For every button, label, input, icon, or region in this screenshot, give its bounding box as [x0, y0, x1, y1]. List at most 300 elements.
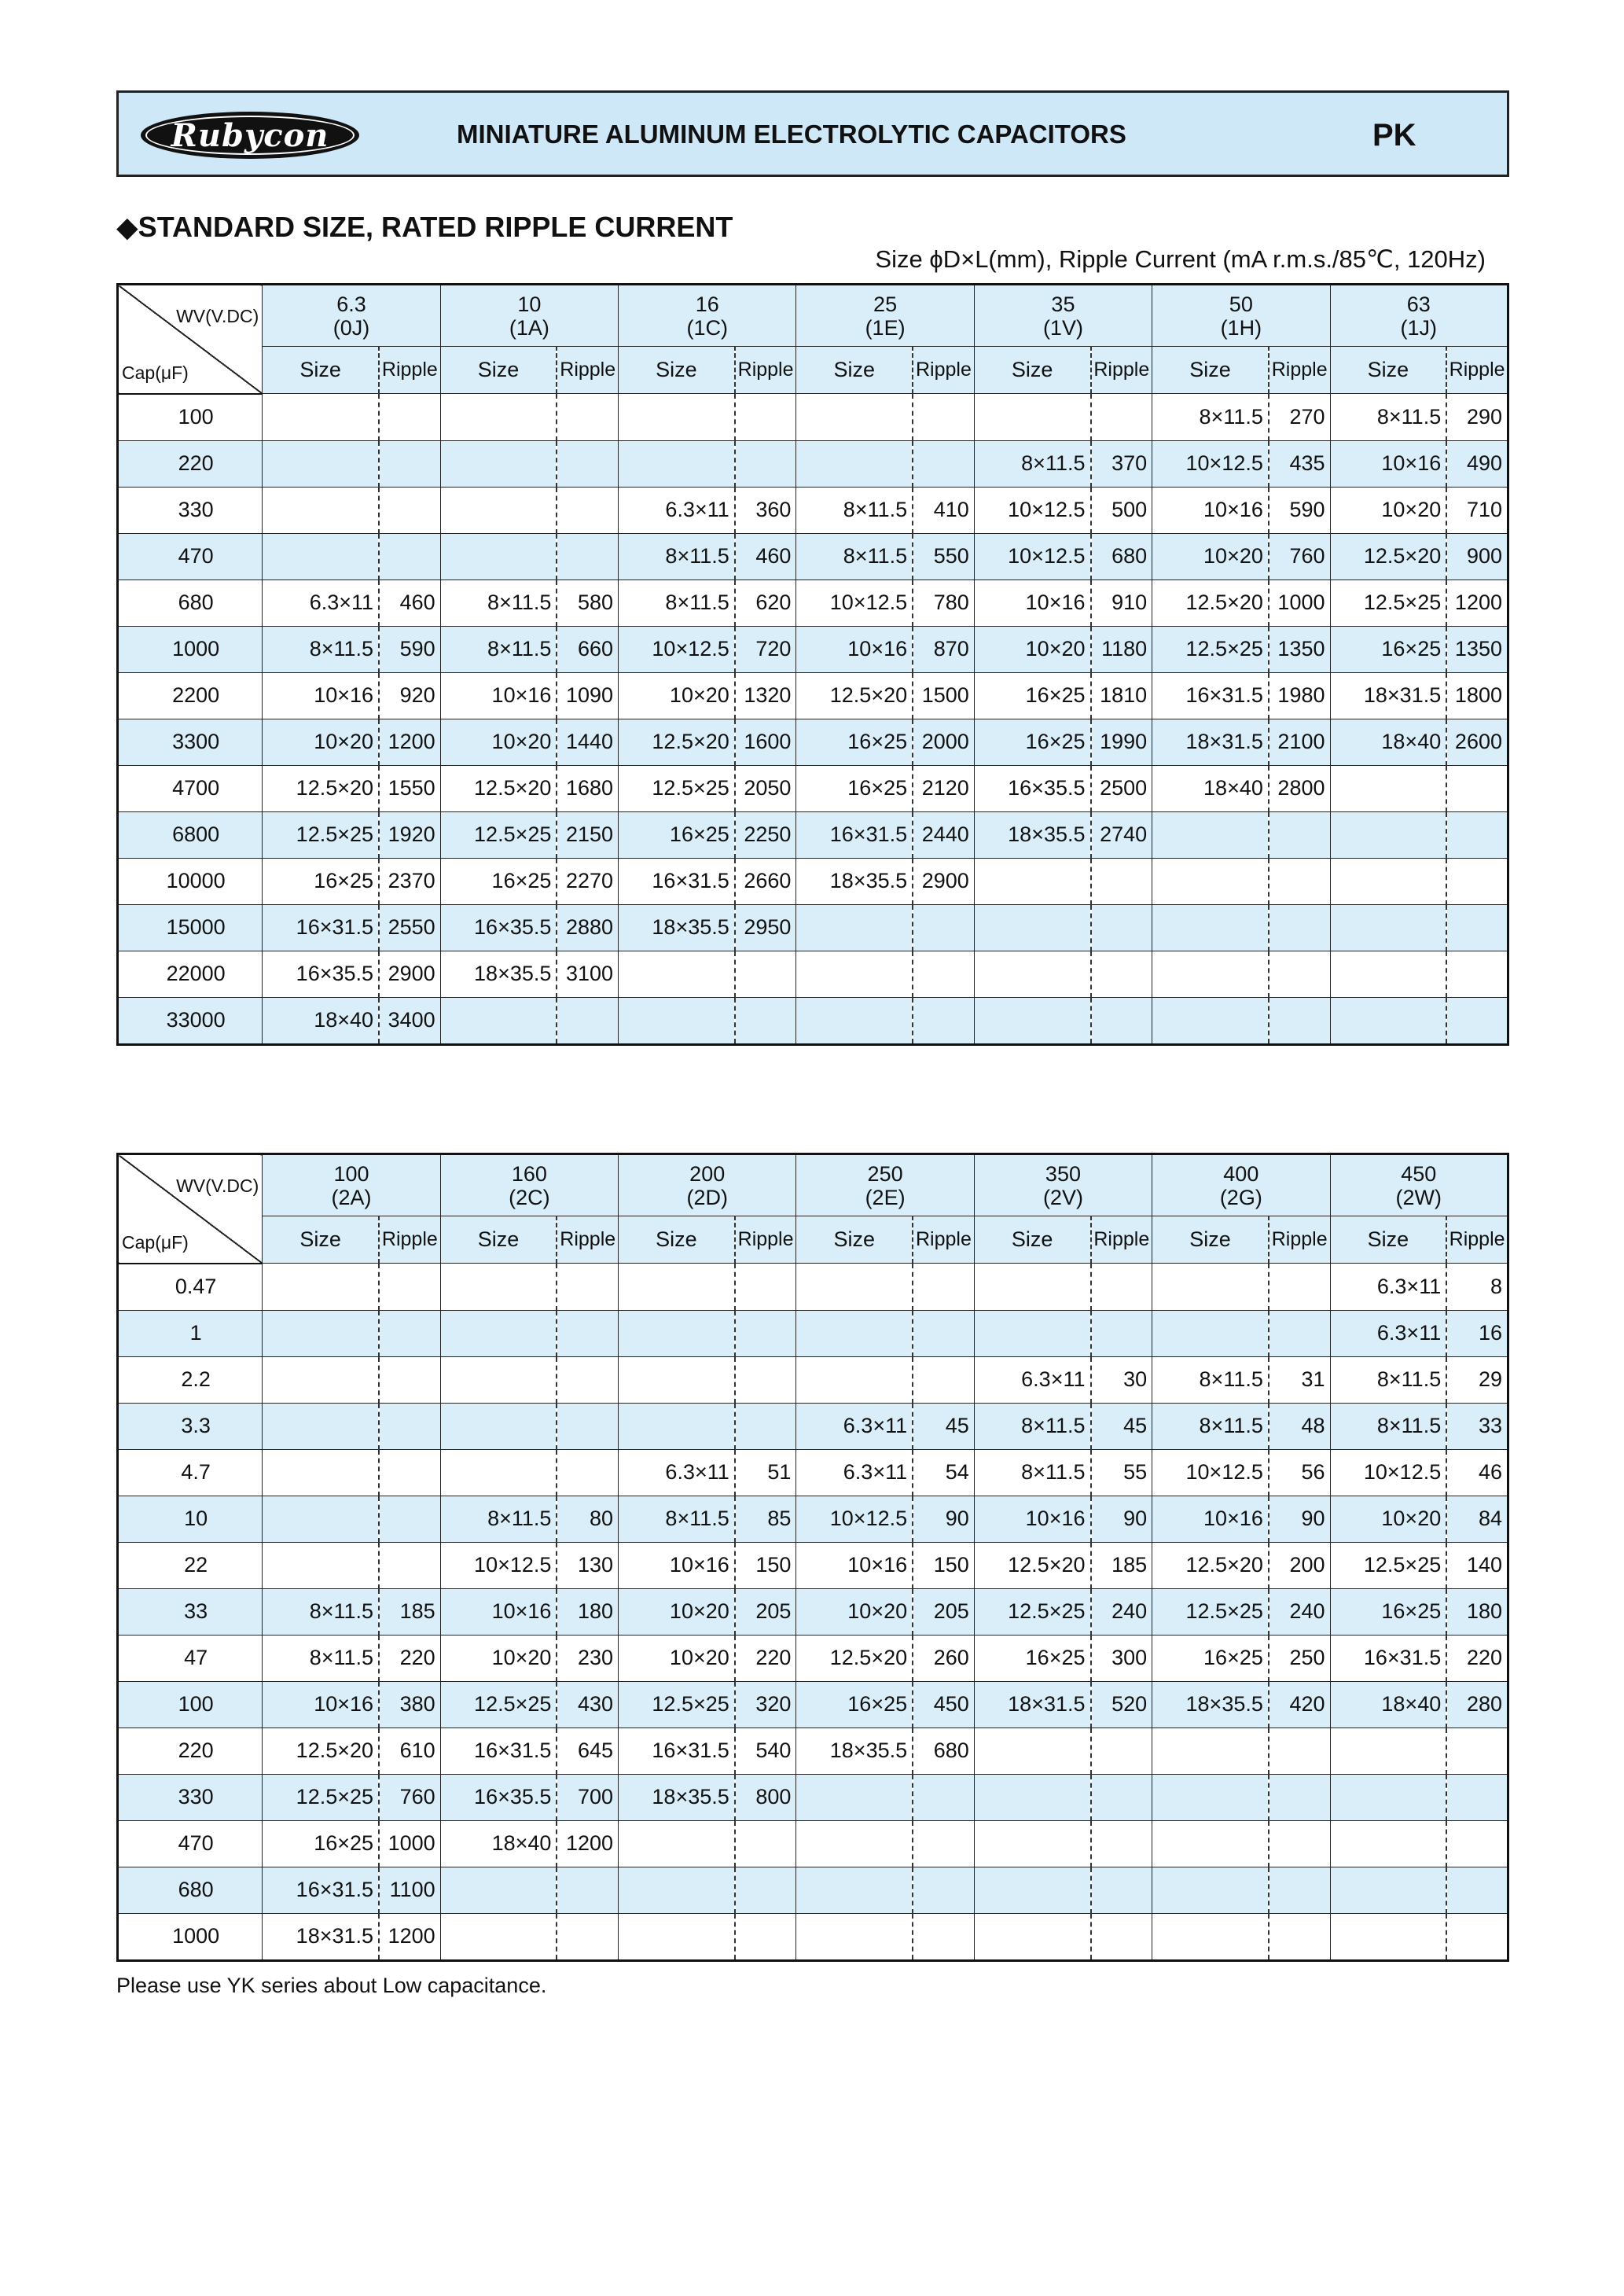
ripple-cell: 410: [913, 487, 974, 533]
ripple-cell: 680: [1091, 533, 1152, 580]
size-cell: 16×35.5: [440, 904, 557, 951]
ripple-cell: [913, 951, 974, 997]
size-cell: [619, 951, 735, 997]
ripple-cell: 2440: [913, 811, 974, 858]
size-cell: 16×31.5: [440, 1728, 557, 1774]
size-cell: 8×11.5: [263, 1635, 379, 1681]
ripple-cell: [557, 394, 618, 441]
size-cell: 8×11.5: [974, 1449, 1090, 1496]
size-header: Size: [1152, 1216, 1269, 1264]
ripple-cell: 1350: [1446, 626, 1508, 672]
ripple-header: Ripple: [913, 1216, 974, 1264]
size-cell: 8×11.5: [796, 487, 913, 533]
ripple-cell: 1980: [1269, 672, 1330, 719]
size-cell: [1152, 1867, 1269, 1913]
size-cell: [1152, 858, 1269, 904]
voltage-value: 350: [1045, 1161, 1081, 1186]
ripple-cell: [913, 1264, 974, 1311]
size-cell: [796, 904, 913, 951]
table-row: [118, 1449, 1508, 1496]
size-ripple-header-row: [118, 347, 1508, 394]
size-cell: [619, 1310, 735, 1356]
size-cell: 16×25: [1330, 1588, 1446, 1635]
voltage-code: (2C): [509, 1185, 550, 1209]
ripple-cell: [1269, 811, 1330, 858]
size-cell: 12.5×25: [1330, 580, 1446, 626]
voltage-header-row: [118, 1154, 1508, 1216]
ripple-cell: 1200: [557, 1820, 618, 1867]
size-cell: 16×31.5: [796, 811, 913, 858]
size-cell: 18×35.5: [796, 858, 913, 904]
size-cell: 8×11.5: [974, 440, 1090, 487]
size-cell: [1152, 1774, 1269, 1820]
size-header: Size: [974, 1216, 1090, 1264]
ripple-cell: 2600: [1446, 719, 1508, 765]
voltage-code: (2W): [1395, 1185, 1442, 1209]
rubycon-logo: [141, 112, 359, 159]
size-cell: 16×25: [263, 858, 379, 904]
size-cell: [440, 997, 557, 1044]
size-cell: [440, 1867, 557, 1913]
capacitance-cell: 1: [118, 1310, 263, 1356]
size-cell: [440, 1449, 557, 1496]
voltage-value: 250: [867, 1161, 903, 1186]
ripple-cell: 2100: [1269, 719, 1330, 765]
size-cell: [1330, 1913, 1446, 1960]
voltage-code: (2G): [1219, 1185, 1262, 1209]
ripple-cell: 55: [1091, 1449, 1152, 1496]
ripple-header: Ripple: [1446, 347, 1508, 394]
ripple-header: Ripple: [1269, 347, 1330, 394]
size-cell: [974, 1728, 1090, 1774]
ripple-cell: [1091, 904, 1152, 951]
size-cell: [440, 1403, 557, 1449]
size-cell: 18×35.5: [1152, 1681, 1269, 1728]
size-cell: 10×20: [1330, 487, 1446, 533]
ripple-header: Ripple: [1091, 1216, 1152, 1264]
size-cell: [263, 1264, 379, 1311]
voltage-header-cell: [1330, 1154, 1508, 1216]
size-cell: [263, 1310, 379, 1356]
ripple-cell: [1091, 951, 1152, 997]
ripple-cell: 435: [1269, 440, 1330, 487]
ripple-cell: [913, 1774, 974, 1820]
size-cell: [796, 951, 913, 997]
wv-label: WV(V.DC): [176, 1176, 259, 1196]
ripple-cell: 1000: [1269, 580, 1330, 626]
ripple-cell: [913, 904, 974, 951]
capacitance-cell: 330: [118, 487, 263, 533]
ripple-cell: 550: [913, 533, 974, 580]
size-cell: 18×40: [263, 997, 379, 1044]
ripple-cell: 84: [1446, 1496, 1508, 1542]
ripple-cell: 2270: [557, 858, 618, 904]
ripple-cell: 1090: [557, 672, 618, 719]
ripple-cell: [1091, 394, 1152, 441]
ripple-cell: 1320: [735, 672, 796, 719]
ripple-cell: 45: [1091, 1403, 1152, 1449]
voltage-value: 50: [1229, 292, 1253, 316]
footnote: Please use YK series about Low capacitance.: [116, 1974, 547, 1997]
ripple-cell: 220: [379, 1635, 440, 1681]
ripple-cell: [1446, 997, 1508, 1044]
ripple-cell: [1269, 1264, 1330, 1311]
voltage-header-cell: [1330, 285, 1508, 347]
ripple-cell: 90: [1091, 1496, 1152, 1542]
table-row: [118, 533, 1508, 580]
size-cell: 6.3×11: [619, 487, 735, 533]
size-cell: [974, 904, 1090, 951]
size-cell: [440, 533, 557, 580]
size-cell: 10×20: [974, 626, 1090, 672]
size-cell: 16×25: [796, 765, 913, 811]
ripple-cell: 1200: [379, 1913, 440, 1960]
table-row: [118, 1728, 1508, 1774]
size-cell: 16×31.5: [1330, 1635, 1446, 1681]
size-cell: 10×20: [619, 1635, 735, 1681]
ripple-cell: 380: [379, 1681, 440, 1728]
size-cell: 12.5×20: [619, 719, 735, 765]
capacitance-cell: 470: [118, 1820, 263, 1867]
ripple-cell: 180: [1446, 1588, 1508, 1635]
voltage-header-cell: [440, 1154, 618, 1216]
ripple-cell: [1091, 1820, 1152, 1867]
capacitance-cell: 33: [118, 1588, 263, 1635]
size-cell: [263, 440, 379, 487]
table-row: [118, 1913, 1508, 1960]
ripple-cell: 540: [735, 1728, 796, 1774]
table-row: [118, 1867, 1508, 1913]
ripple-cell: 430: [557, 1681, 618, 1728]
ripple-cell: 645: [557, 1728, 618, 1774]
ripple-cell: [379, 1449, 440, 1496]
ripple-cell: 140: [1446, 1542, 1508, 1588]
capacitance-cell: 2200: [118, 672, 263, 719]
ripple-cell: 185: [379, 1588, 440, 1635]
capacitance-cell: 100: [118, 1681, 263, 1728]
size-cell: 10×16: [263, 672, 379, 719]
size-header: Size: [796, 1216, 913, 1264]
size-cell: 16×35.5: [974, 765, 1090, 811]
voltage-code: (1V): [1042, 315, 1083, 340]
ripple-cell: [735, 1403, 796, 1449]
ripple-cell: 2880: [557, 904, 618, 951]
table-row: [118, 1588, 1508, 1635]
ripple-cell: 180: [557, 1588, 618, 1635]
voltage-header-cell: [440, 285, 618, 347]
ripple-cell: 45: [913, 1403, 974, 1449]
ripple-cell: 200: [1269, 1542, 1330, 1588]
ripple-cell: 2000: [913, 719, 974, 765]
size-cell: 10×20: [1152, 533, 1269, 580]
size-cell: 12.5×25: [440, 1681, 557, 1728]
voltage-value: 450: [1401, 1161, 1437, 1186]
ripple-cell: 910: [1091, 580, 1152, 626]
voltage-value: 200: [689, 1161, 726, 1186]
corner-header-cell: [118, 1154, 263, 1264]
capacitance-cell: 1000: [118, 1913, 263, 1960]
size-cell: [619, 1867, 735, 1913]
ripple-cell: [1446, 951, 1508, 997]
size-cell: [1152, 1820, 1269, 1867]
ripple-cell: [557, 487, 618, 533]
ripple-cell: 1500: [913, 672, 974, 719]
voltage-header-cell: [796, 1154, 974, 1216]
size-cell: 12.5×20: [1152, 1542, 1269, 1588]
ripple-cell: 1810: [1091, 672, 1152, 719]
size-cell: 10×16: [974, 580, 1090, 626]
capacitance-cell: 15000: [118, 904, 263, 951]
capacitance-cell: 680: [118, 580, 263, 626]
ripple-cell: [1269, 1310, 1330, 1356]
size-cell: [796, 1264, 913, 1311]
size-cell: 6.3×11: [263, 580, 379, 626]
ripple-cell: 710: [1446, 487, 1508, 533]
size-cell: [974, 1867, 1090, 1913]
voltage-code: (1C): [686, 315, 728, 340]
size-cell: [619, 997, 735, 1044]
size-cell: [440, 440, 557, 487]
size-ripple-header-row: [118, 1216, 1508, 1264]
size-cell: [1152, 951, 1269, 997]
size-cell: [440, 1264, 557, 1311]
size-cell: 8×11.5: [440, 626, 557, 672]
ripple-cell: 90: [1269, 1496, 1330, 1542]
ripple-cell: 920: [379, 672, 440, 719]
size-cell: 18×31.5: [1330, 672, 1446, 719]
ripple-cell: [735, 440, 796, 487]
table-row: [118, 1820, 1508, 1867]
ripple-cell: 1920: [379, 811, 440, 858]
table-row: [118, 1496, 1508, 1542]
size-cell: [440, 394, 557, 441]
ripple-cell: 580: [557, 580, 618, 626]
ripple-cell: 56: [1269, 1449, 1330, 1496]
size-cell: [1152, 904, 1269, 951]
ripple-cell: [1446, 858, 1508, 904]
size-cell: 12.5×20: [1152, 580, 1269, 626]
ripple-cell: [1446, 811, 1508, 858]
size-cell: 10×16: [263, 1681, 379, 1728]
size-cell: 12.5×25: [619, 765, 735, 811]
ripple-cell: 2950: [735, 904, 796, 951]
ripple-cell: [379, 533, 440, 580]
voltage-code: (1A): [509, 315, 549, 340]
size-cell: 8×11.5: [263, 1588, 379, 1635]
table-row: [118, 394, 1508, 441]
size-header: Size: [619, 1216, 735, 1264]
size-cell: 16×25: [1152, 1635, 1269, 1681]
table-row: [118, 440, 1508, 487]
size-cell: [796, 1913, 913, 1960]
size-cell: 6.3×11: [619, 1449, 735, 1496]
size-cell: 12.5×25: [263, 811, 379, 858]
capacitance-cell: 22: [118, 1542, 263, 1588]
size-cell: [1330, 951, 1446, 997]
ripple-header: Ripple: [1091, 347, 1152, 394]
size-cell: 18×31.5: [1152, 719, 1269, 765]
table-row: [118, 765, 1508, 811]
ripple-cell: 250: [1269, 1635, 1330, 1681]
ripple-cell: 85: [735, 1496, 796, 1542]
size-cell: [796, 997, 913, 1044]
table-row: [118, 1264, 1508, 1311]
ripple-cell: 29: [1446, 1356, 1508, 1403]
size-cell: 16×25: [263, 1820, 379, 1867]
capacitance-cell: 4700: [118, 765, 263, 811]
corner-header-cell: [118, 285, 263, 394]
ripple-cell: 2120: [913, 765, 974, 811]
size-cell: 6.3×11: [796, 1403, 913, 1449]
ripple-cell: 1350: [1269, 626, 1330, 672]
voltage-value: 160: [511, 1161, 547, 1186]
ripple-cell: 280: [1446, 1681, 1508, 1728]
ripple-cell: 1440: [557, 719, 618, 765]
size-cell: [619, 394, 735, 441]
table-row: [118, 1635, 1508, 1681]
ripple-cell: [1269, 997, 1330, 1044]
ripple-cell: 90: [913, 1496, 974, 1542]
ripple-cell: 2660: [735, 858, 796, 904]
size-cell: [974, 1913, 1090, 1960]
size-cell: [974, 1310, 1090, 1356]
size-cell: [1330, 1728, 1446, 1774]
ripple-cell: [1446, 1820, 1508, 1867]
ripple-cell: 1680: [557, 765, 618, 811]
size-cell: [796, 1310, 913, 1356]
size-cell: [974, 1264, 1090, 1311]
table-row: [118, 1542, 1508, 1588]
ripple-cell: [1091, 858, 1152, 904]
ripple-cell: 48: [1269, 1403, 1330, 1449]
size-header: Size: [974, 347, 1090, 394]
capacitance-cell: 3.3: [118, 1403, 263, 1449]
size-header: Size: [440, 1216, 557, 1264]
voltage-value: 35: [1051, 292, 1075, 316]
ripple-cell: [557, 1449, 618, 1496]
ripple-cell: [379, 1356, 440, 1403]
size-cell: [263, 1496, 379, 1542]
ripple-cell: 290: [1446, 394, 1508, 441]
size-cell: 16×31.5: [263, 1867, 379, 1913]
ripple-cell: [1446, 1728, 1508, 1774]
ripple-cell: [735, 1310, 796, 1356]
size-cell: 12.5×20: [263, 1728, 379, 1774]
size-cell: 10×20: [796, 1588, 913, 1635]
ripple-cell: [1091, 1310, 1152, 1356]
ripple-cell: 420: [1269, 1681, 1330, 1728]
size-cell: 8×11.5: [1152, 1403, 1269, 1449]
ripple-cell: 54: [913, 1449, 974, 1496]
size-cell: 10×16: [440, 1588, 557, 1635]
size-cell: 10×12.5: [796, 1496, 913, 1542]
size-cell: 18×35.5: [619, 1774, 735, 1820]
ripple-cell: [379, 440, 440, 487]
ripple-header: Ripple: [735, 347, 796, 394]
series-code: PK: [1372, 118, 1416, 153]
size-cell: 8×11.5: [1330, 1356, 1446, 1403]
table-row: [118, 811, 1508, 858]
ripple-cell: 900: [1446, 533, 1508, 580]
ripple-header: Ripple: [379, 347, 440, 394]
ripple-cell: 700: [557, 1774, 618, 1820]
ripple-cell: 800: [735, 1774, 796, 1820]
size-cell: 18×40: [1330, 719, 1446, 765]
size-cell: [974, 858, 1090, 904]
table-row: [118, 1403, 1508, 1449]
ripple-cell: 2500: [1091, 765, 1152, 811]
ripple-cell: [379, 1403, 440, 1449]
voltage-header-cell: [619, 285, 796, 347]
ripple-cell: [1091, 1774, 1152, 1820]
ripple-cell: [735, 951, 796, 997]
size-cell: 8×11.5: [619, 580, 735, 626]
wv-label: WV(V.DC): [176, 306, 259, 326]
ripple-cell: 185: [1091, 1542, 1152, 1588]
size-cell: 8×11.5: [1330, 394, 1446, 441]
ripple-cell: 1800: [1446, 672, 1508, 719]
size-cell: 8×11.5: [440, 580, 557, 626]
size-cell: 10×12.5: [974, 533, 1090, 580]
size-cell: [263, 1356, 379, 1403]
voltage-code: (0J): [333, 315, 370, 340]
ripple-cell: [735, 1356, 796, 1403]
size-header: Size: [619, 347, 735, 394]
size-cell: 10×12.5: [974, 487, 1090, 533]
size-cell: 12.5×25: [440, 811, 557, 858]
ripple-header: Ripple: [379, 1216, 440, 1264]
table-row: [118, 626, 1508, 672]
ripple-cell: 1550: [379, 765, 440, 811]
size-cell: [796, 440, 913, 487]
size-cell: 10×16: [796, 626, 913, 672]
voltage-code: (1E): [865, 315, 906, 340]
ripple-cell: [379, 1264, 440, 1311]
ripple-cell: 590: [379, 626, 440, 672]
ripple-cell: [913, 1913, 974, 1960]
size-cell: [619, 1264, 735, 1311]
size-cell: [440, 1356, 557, 1403]
ripple-cell: [1446, 1774, 1508, 1820]
size-cell: [1330, 904, 1446, 951]
size-cell: [974, 394, 1090, 441]
ripple-cell: 2900: [379, 951, 440, 997]
ripple-cell: 1990: [1091, 719, 1152, 765]
ripple-cell: 240: [1269, 1588, 1330, 1635]
ripple-cell: [913, 1310, 974, 1356]
table-row: [118, 1774, 1508, 1820]
size-cell: [263, 487, 379, 533]
ripple-cell: 31: [1269, 1356, 1330, 1403]
ripple-cell: 680: [913, 1728, 974, 1774]
table-row: [118, 1356, 1508, 1403]
units-note: Size ϕD×L(mm), Ripple Current (mA r.m.s./85℃, 120Hz): [875, 245, 1486, 273]
ripple-cell: 1180: [1091, 626, 1152, 672]
size-cell: [1152, 997, 1269, 1044]
size-cell: 16×31.5: [263, 904, 379, 951]
capacitance-cell: 4.7: [118, 1449, 263, 1496]
size-cell: 16×25: [974, 1635, 1090, 1681]
size-cell: 6.3×11: [974, 1356, 1090, 1403]
ripple-cell: [557, 997, 618, 1044]
size-cell: [440, 1310, 557, 1356]
ripple-cell: 370: [1091, 440, 1152, 487]
table-row: [118, 858, 1508, 904]
voltage-value: 400: [1223, 1161, 1259, 1186]
size-cell: 18×31.5: [974, 1681, 1090, 1728]
size-cell: [619, 1820, 735, 1867]
size-cell: [974, 1774, 1090, 1820]
